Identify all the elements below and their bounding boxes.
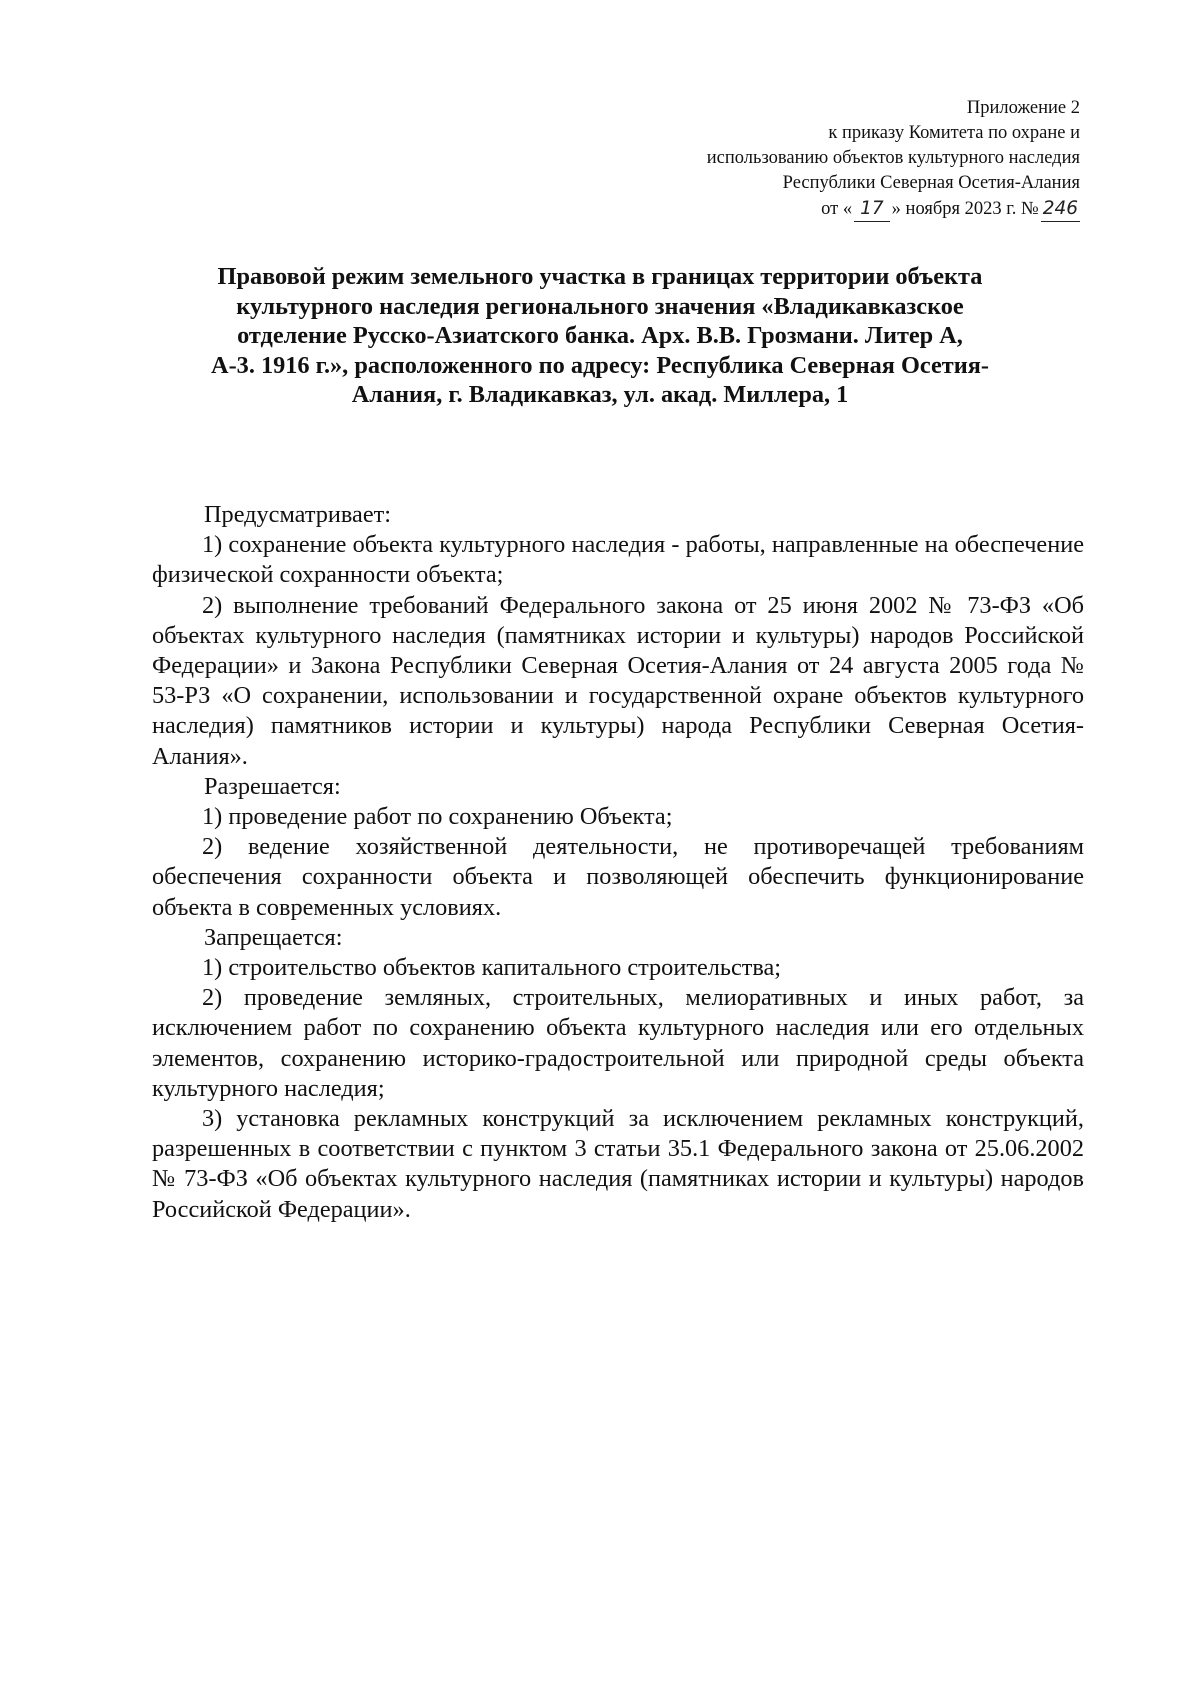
annex-order-ref: к приказу Комитета по охране и [828,123,1080,143]
provides-item: 2) выполнение требований Федерального закона от 25 июня 2002 № 73-ФЗ «Об объектах культурного наследия (памятниках истории и культуры) народов Российской Федерации» и Закона Республики Северная Осетия-Алания от 24 августа 2005 года № 53-РЗ «О сохранении, использовании и государственной охране объектов культурного наследия) памятников истории и культуры) народа Республики Северная Осетия-Алания». [152,591,1084,770]
title-line: Алания, г. Владикавказ, ул. акад. Миллера, 1 [351,381,849,408]
provides-heading: Предусматривает: [204,501,391,528]
title-line: А-3. 1916 г.», расположенного по адресу: Республика Северная Осетия- [211,351,989,379]
date-middle: » ноября 2023 г. № [891,199,1039,219]
title-line: Правовой режим земельного участка в границах территории объекта [217,263,983,290]
annex-committee: использованию объектов культурного наследия [706,148,1080,168]
title-line: культурного наследия регионального значения «Владикавказское [236,292,964,320]
handwritten-day: 17 [854,196,890,222]
title-line: отделение Русско-Азиатского банка. Арх. В.В. Грозмани. Литер А, [237,322,963,349]
date-prefix: от « [821,199,853,219]
prohibited-item: 2) проведение земляных, строительных, мелиоративных и иных работ, за исключением работ по сохранению объекта культурного наследия или его отдельных элементов, сохранению историко-градостроительной или природной среды объекта культурного наследия; [152,984,1084,1102]
provides-item: 1) сохранение объекта культурного наследия - работы, направленные на обеспечение физической сохранности объекта; [152,531,1084,589]
annex-republic: Республики Северная Осетия-Алания [782,173,1080,193]
prohibited-item: 3) установка рекламных конструкций за исключением рекламных конструкций, разрешенных в соответствии с пунктом 3 статьи 35.1 Федерального закона от 25.06.2002 № 73-ФЗ «Об объектах культурного наследия (памятниках истории и культуры) народов Российской Федерации». [152,1105,1084,1223]
prohibited-heading: Запрещается: [204,923,343,951]
prohibited-item: 1) строительство объектов капитального строительства; [202,954,782,982]
annex-header [707,96,1080,222]
handwritten-order-number: 246 [1041,196,1080,222]
document-title [150,262,1050,410]
document-body [152,500,1084,1225]
allowed-heading: Разрешается: [204,772,341,800]
allowed-item: 1) проведение работ по сохранению Объекта; [202,803,673,831]
annex-date-line [707,196,1080,222]
annex-label: Приложение 2 [966,98,1080,118]
allowed-item: 2) ведение хозяйственной деятельности, не противоречащей требованиям обеспечения сохранности объекта и позволяющей обеспечить функционирование объекта в современных условиях. [152,833,1084,921]
